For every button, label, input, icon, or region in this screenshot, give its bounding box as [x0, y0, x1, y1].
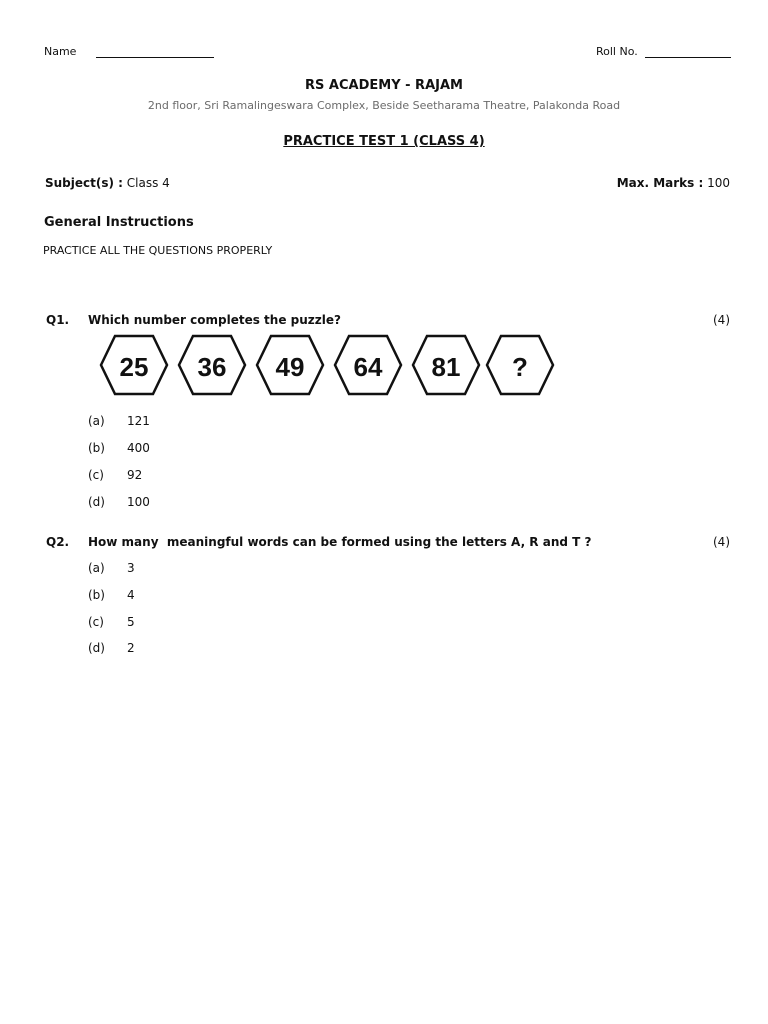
subject-row [45, 176, 170, 190]
number-puzzle-image [98, 333, 558, 397]
question-2-option-d-value: 2 [127, 641, 135, 655]
question-1-option-d-letter: (d) [88, 495, 105, 509]
question-2-option-c-value: 5 [127, 615, 135, 629]
name-blank-line [96, 57, 214, 58]
question-1-text: Which number completes the puzzle? [88, 313, 341, 327]
puzzle-number: 64 [353, 352, 383, 382]
test-title-text: PRACTICE TEST 1 (CLASS 4) [283, 134, 485, 149]
puzzle-hexagon [487, 336, 553, 394]
subject-value: Class 4 [126, 176, 170, 190]
max-marks-row [617, 176, 730, 190]
puzzle-hexagon [335, 336, 401, 394]
question-2-option-a-letter: (a) [88, 561, 105, 575]
question-2-marks: (4) [713, 535, 730, 549]
puzzle-number: 36 [197, 352, 227, 382]
max-marks-label: Max. Marks : [616, 176, 704, 190]
instructions-text: PRACTICE ALL THE QUESTIONS PROPERLY [43, 244, 273, 257]
question-2-option-c-letter: (c) [88, 615, 104, 629]
puzzle-number: ? [512, 352, 528, 382]
puzzle-hexagon [179, 336, 245, 394]
puzzle-number: 49 [275, 352, 305, 382]
puzzle-number: 25 [119, 352, 149, 382]
puzzle-hexagon [101, 336, 167, 394]
puzzle-number: 81 [431, 352, 461, 382]
question-1-marks: (4) [713, 313, 730, 327]
puzzle-hexagon [257, 336, 323, 394]
subject-label: Subject(s) : [45, 176, 123, 190]
school-name: RS ACADEMY - RAJAM [305, 78, 463, 93]
school-address: 2nd floor, Sri Ramalingeswara Complex, Beside Seetharama Theatre, Palakonda Road [147, 99, 621, 112]
question-2-number: Q2. [46, 535, 70, 549]
question-1-option-a-letter: (a) [88, 414, 105, 428]
question-1-option-c-value: 92 [127, 468, 143, 482]
question-1-option-d-value: 100 [127, 495, 150, 509]
question-2-option-d-letter: (d) [88, 641, 105, 655]
question-2-option-b-value: 4 [127, 588, 135, 602]
test-title [0, 134, 768, 149]
question-1-option-b-value: 400 [127, 441, 150, 455]
name-label: Name [44, 45, 77, 58]
question-2-text: How many meaningful words can be formed using the letters A, R and T ? [88, 535, 592, 549]
question-2-option-b-letter: (b) [88, 588, 105, 602]
max-marks-value: 100 [707, 176, 730, 190]
question-1-option-c-letter: (c) [88, 468, 104, 482]
question-1-option-a-value: 121 [127, 414, 150, 428]
roll-number-blank-line [645, 57, 731, 58]
question-1-number: Q1. [46, 313, 70, 327]
puzzle-hexagon [413, 336, 479, 394]
instructions-heading: General Instructions [44, 215, 194, 230]
question-1-option-b-letter: (b) [88, 441, 105, 455]
question-2-option-a-value: 3 [127, 561, 135, 575]
roll-number-label: Roll No. [596, 45, 638, 58]
